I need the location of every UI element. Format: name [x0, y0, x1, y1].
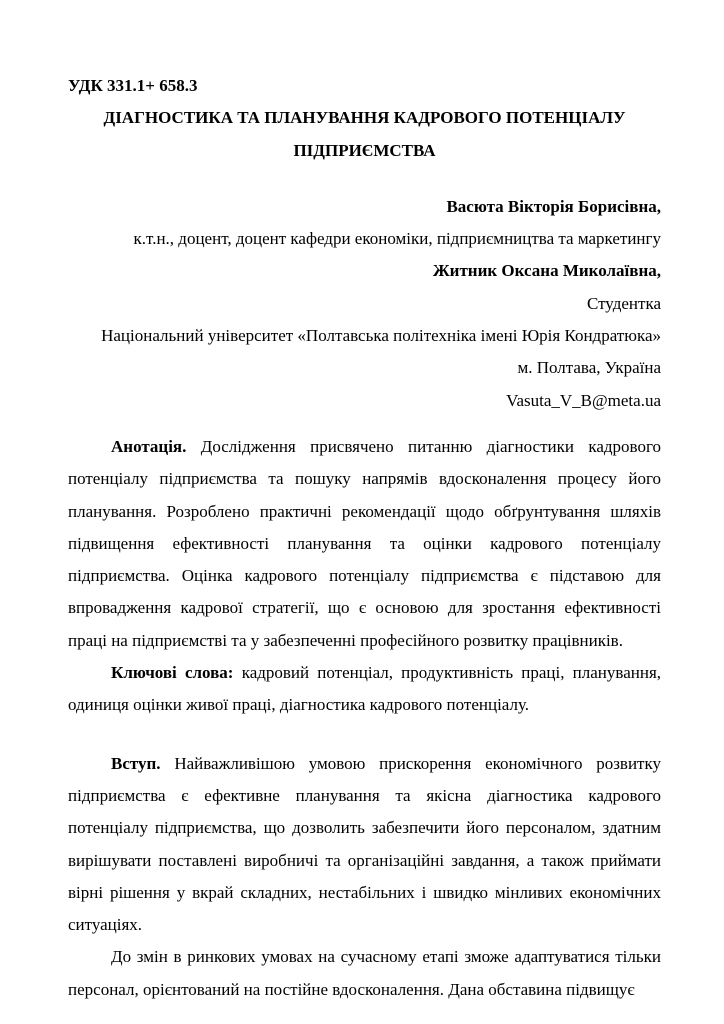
intro-label: Вступ.: [111, 753, 161, 773]
abstract-text: Дослідження присвячено питанню діагностики кадрового потенціалу підприємства та пошуку напрямів вдосконалення процесу його планування. Розроблено практичні рекомендації щодо обґрунтування шляхів підвищення ефективності планування та оцінки кадрового потенціалу підприємства. Оцінка кадрового потенціалу підприємства є підставою для впровадження кадрової стратегії, що є основою для зростання ефективності праці на підприємстві та у забезпеченні професійного розвитку працівників.: [68, 436, 661, 650]
author-name: Житник Оксана Миколаївна,: [432, 261, 661, 281]
keywords-text: кадровий потенціал, продуктивність праці, планування, одиниця оцінки живої праці, діагностика кадрового потенціалу.: [68, 663, 662, 715]
university-name: Національний університет «Полтавська політехніка імені Юрія Кондратюка»: [101, 326, 661, 346]
udc-code: УДК 331.1+ 658.3: [68, 76, 198, 95]
paper-title: ДІАГНОСТИКА ТА ПЛАНУВАННЯ КАДРОВОГО ПОТЕНЦІАЛУ ПІДПРИЄМСТВА: [103, 108, 626, 160]
author-name: Васюта Вікторія Борисівна,: [446, 196, 661, 216]
author-role: Студентка: [586, 293, 661, 313]
keywords-label: Ключові слова:: [111, 663, 234, 683]
body-text: До змін в ринкових умовах на сучасному етапі зможе адаптуватися тільки персонал, орієнтований на постійне вдосконалення. Дана обставина підвищує: [68, 947, 661, 999]
abstract-paragraph: [68, 431, 661, 657]
keywords-paragraph: [68, 657, 661, 722]
authors-block: [68, 191, 661, 417]
author-affiliation: к.т.н., доцент, доцент кафедри економіки, підприємництва та маркетингу: [133, 229, 661, 249]
author-email: Vasuta_V_B@meta.ua: [506, 390, 661, 410]
body-paragraph: [68, 941, 661, 1006]
author-location: м. Полтава, Україна: [517, 358, 661, 378]
abstract-label: Анотація.: [111, 436, 187, 456]
intro-text: Найважливішою умовою прискорення економічного розвитку підприємства є ефективне планування та якісна діагностика кадрового потенціалу підприємства, що дозволить забезпечити його персоналом, здатним вирішувати поставлені виробничі та організаційні завдання, а також приймати вірні рішення у вкрай складних, нестабільних і швидко мінливих економічних ситуаціях.: [68, 753, 661, 935]
intro-paragraph: [68, 748, 661, 942]
